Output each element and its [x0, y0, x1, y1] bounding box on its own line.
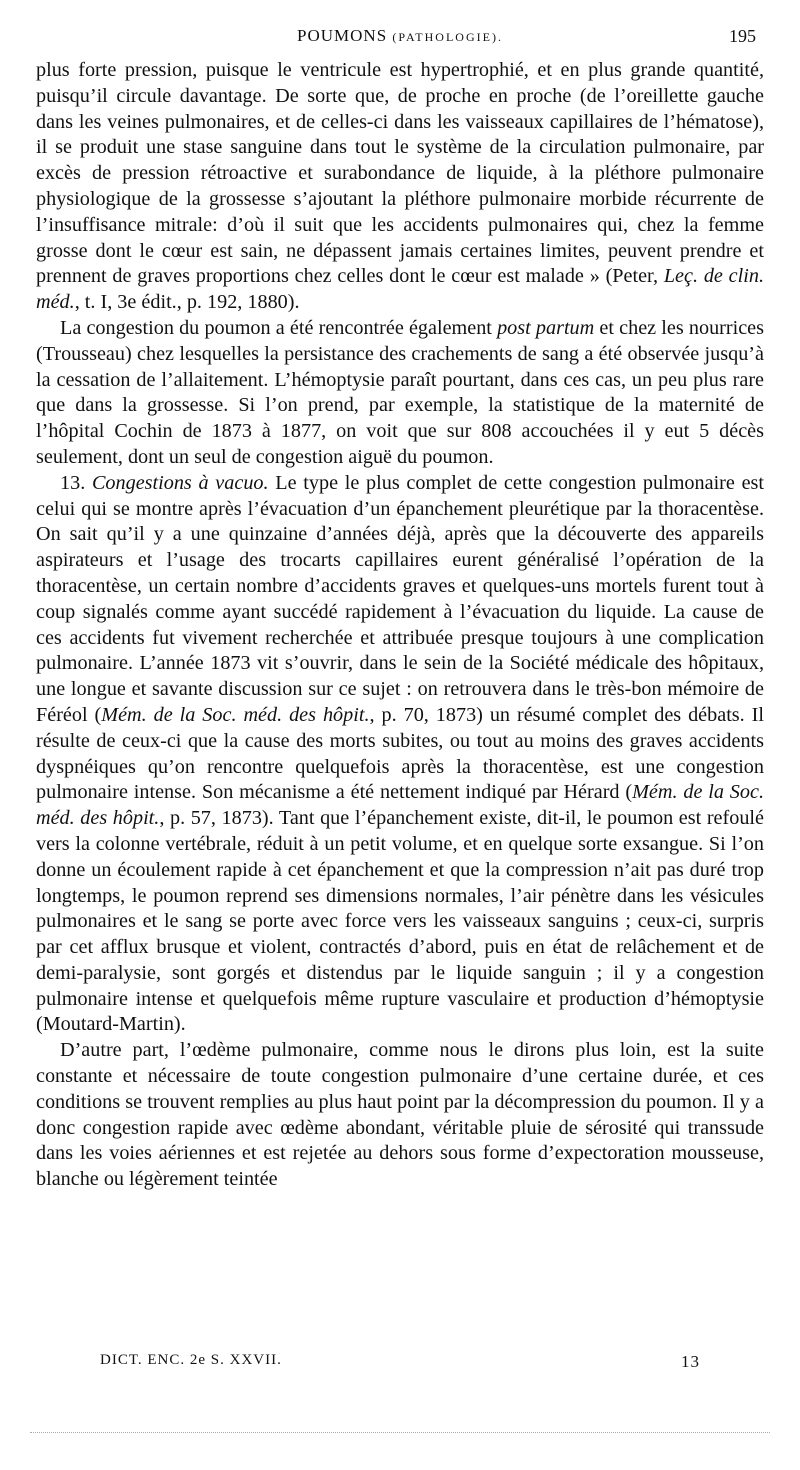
running-title-sub: (PATHOLOGIE). — [392, 30, 503, 44]
signature-number: 13 — [681, 1352, 700, 1371]
scan-artifact-line — [30, 1432, 770, 1437]
text-run: , p. 57, 1873). Tant que l’épanchement existe, dit-il, le poumon est refoulé vers la colonne vertébrale, réduit à un petit volume, et en quelque sorte exsangue. Si l’on donne un écoulement rapide à cet épanchement et que la compression n’ait pas duré trop longtemps, le poumon reprend ses dimensions normales, l’air pénètre dans les vésicules pulmonaires et le sang se porte avec force vers les vaisseaux sanguins ; ceux-ci, surpris par cet afflux brusque et violent, contractés d’abord, puis en état de relâchement et de demi-paralysie, sont gorgés et distendus par le liquide sanguin ; il y a congestion pulmonaire intense et quelquefois même rupture vasculaire et production d’hémoptysie (Moutard-Martin). — [36, 807, 764, 1036]
text-run: La congestion du poumon a été rencontrée également — [60, 316, 498, 339]
paragraph — [36, 1038, 764, 1193]
paragraph — [36, 316, 764, 471]
text-run: Le type le plus complet de cette congestion pulmonaire est celui qui se montre après l’évacuation d’un épanchement pleurétique par la thoracentèse. On sait qu’il y a une quinzaine d’années déjà, après que la découverte des appareils aspirateurs et l’usage des trocarts capillaires eurent généralisé l’opération de la thoracentèse, un certain nombre d’accidents graves et quelques-uns mortels furent tout à coup signalés comme ayant succédé rapidement à l’évacuation du liquide. La cause de ces accidents fut vivement recherchée et attribuée presque toujours à une complication pulmonaire. L’année 1873 vit s’ouvrir, dans le sein de la Société médicale des hôpitaux, une longue et savante discussion sur ce sujet : on retrouvera dans le très-bon mémoire de Féréol ( — [36, 471, 765, 726]
text-run: et chez les nourrices (Trousseau) chez lesquelles la persistance des crachements de sang a été observée jusqu’à la cessation de l’allaitement. L’hémoptysie paraît pourtant, dans ces cas, un peu plus rare que dans la grossesse. Si l’on prend, par exemple, la statistique de la maternité de l’hôpital Cochin de 1873 à 1877, on voit que sur 808 accouchées il y eut 5 décès seulement, dont un seul de congestion aiguë du poumon. — [36, 316, 764, 468]
page-header — [36, 26, 764, 58]
text-run: , t. I, 3e édit., p. 192, 1880). — [74, 291, 300, 314]
body-text — [36, 58, 764, 1193]
running-title-main: POUMONS — [297, 26, 388, 45]
page-number: 195 — [729, 26, 756, 46]
text-run: D’autre part, l’œdème pulmonaire, comme nous le dirons plus loin, est la suite constante et nécessaire de toute congestion pulmonaire d’une certaine durée, et ces conditions se trouvent remplies au plus haut point par la décompression du poumon. Il y a donc congestion rapide avec œdème abondant, véritable pluie de sérosité qui transsude dans les voies aériennes et est rejetée au dehors sous forme d’expectoration mousseuse, blanche ou légèrement teintée — [36, 1039, 764, 1191]
italic-text-run: post partum — [497, 316, 595, 339]
italic-text-run: Leç. de clin. méd. — [36, 265, 764, 314]
italic-text-run: Mém. de la Soc. méd. des hôpit. — [101, 703, 370, 726]
paragraph — [36, 58, 764, 316]
signature-mark: DICT. ENC. 2e S. XXVII. — [100, 1352, 282, 1368]
text-run: plus forte pression, puisque le ventricule est hypertrophié, et en plus grande quantité, puisqu’il circule davantage. De sorte que, de proche en proche (de l’oreillette gauche dans les veines pulmonaires, et de celles-ci dans les vaisseaux capillaires de l’hématose), il se produit une stase sanguine dans tout le système de la circulation pulmonaire, par excès de pression rétroactive et surabondance de liquide, à la pléthore pulmonaire physiologique de la grossesse s’ajoutant la pléthore pulmonaire morbide récurrente de l’insuffisance mitrale: d’où il suit que les accidents pulmonaires qui, chez la femme grosse dont le cœur est sain, ne dépassent jamais certaines limites, peuvent prendre et prennent de graves proportions chez celles dont le cœur est malade » (Peter, — [36, 59, 764, 288]
text-run: 13. — [60, 471, 92, 494]
text-run: , p. 70, 1873) un résumé complet des débats. Il résulte de ceux-ci que la cause des morts subites, ou tout au moins des graves accidents dyspnéiques qu’on rencontre quelquefois après la thoracentèse, est une congestion pulmonaire intense. Son mécanisme a été nettement indiqué par Hérard ( — [36, 703, 764, 804]
italic-text-run: Mém. de la Soc. méd. des hôpit. — [36, 781, 765, 830]
paragraph — [36, 471, 764, 1039]
running-title — [36, 26, 764, 46]
italic-text-run: Congestions à vacuo. — [91, 471, 269, 494]
